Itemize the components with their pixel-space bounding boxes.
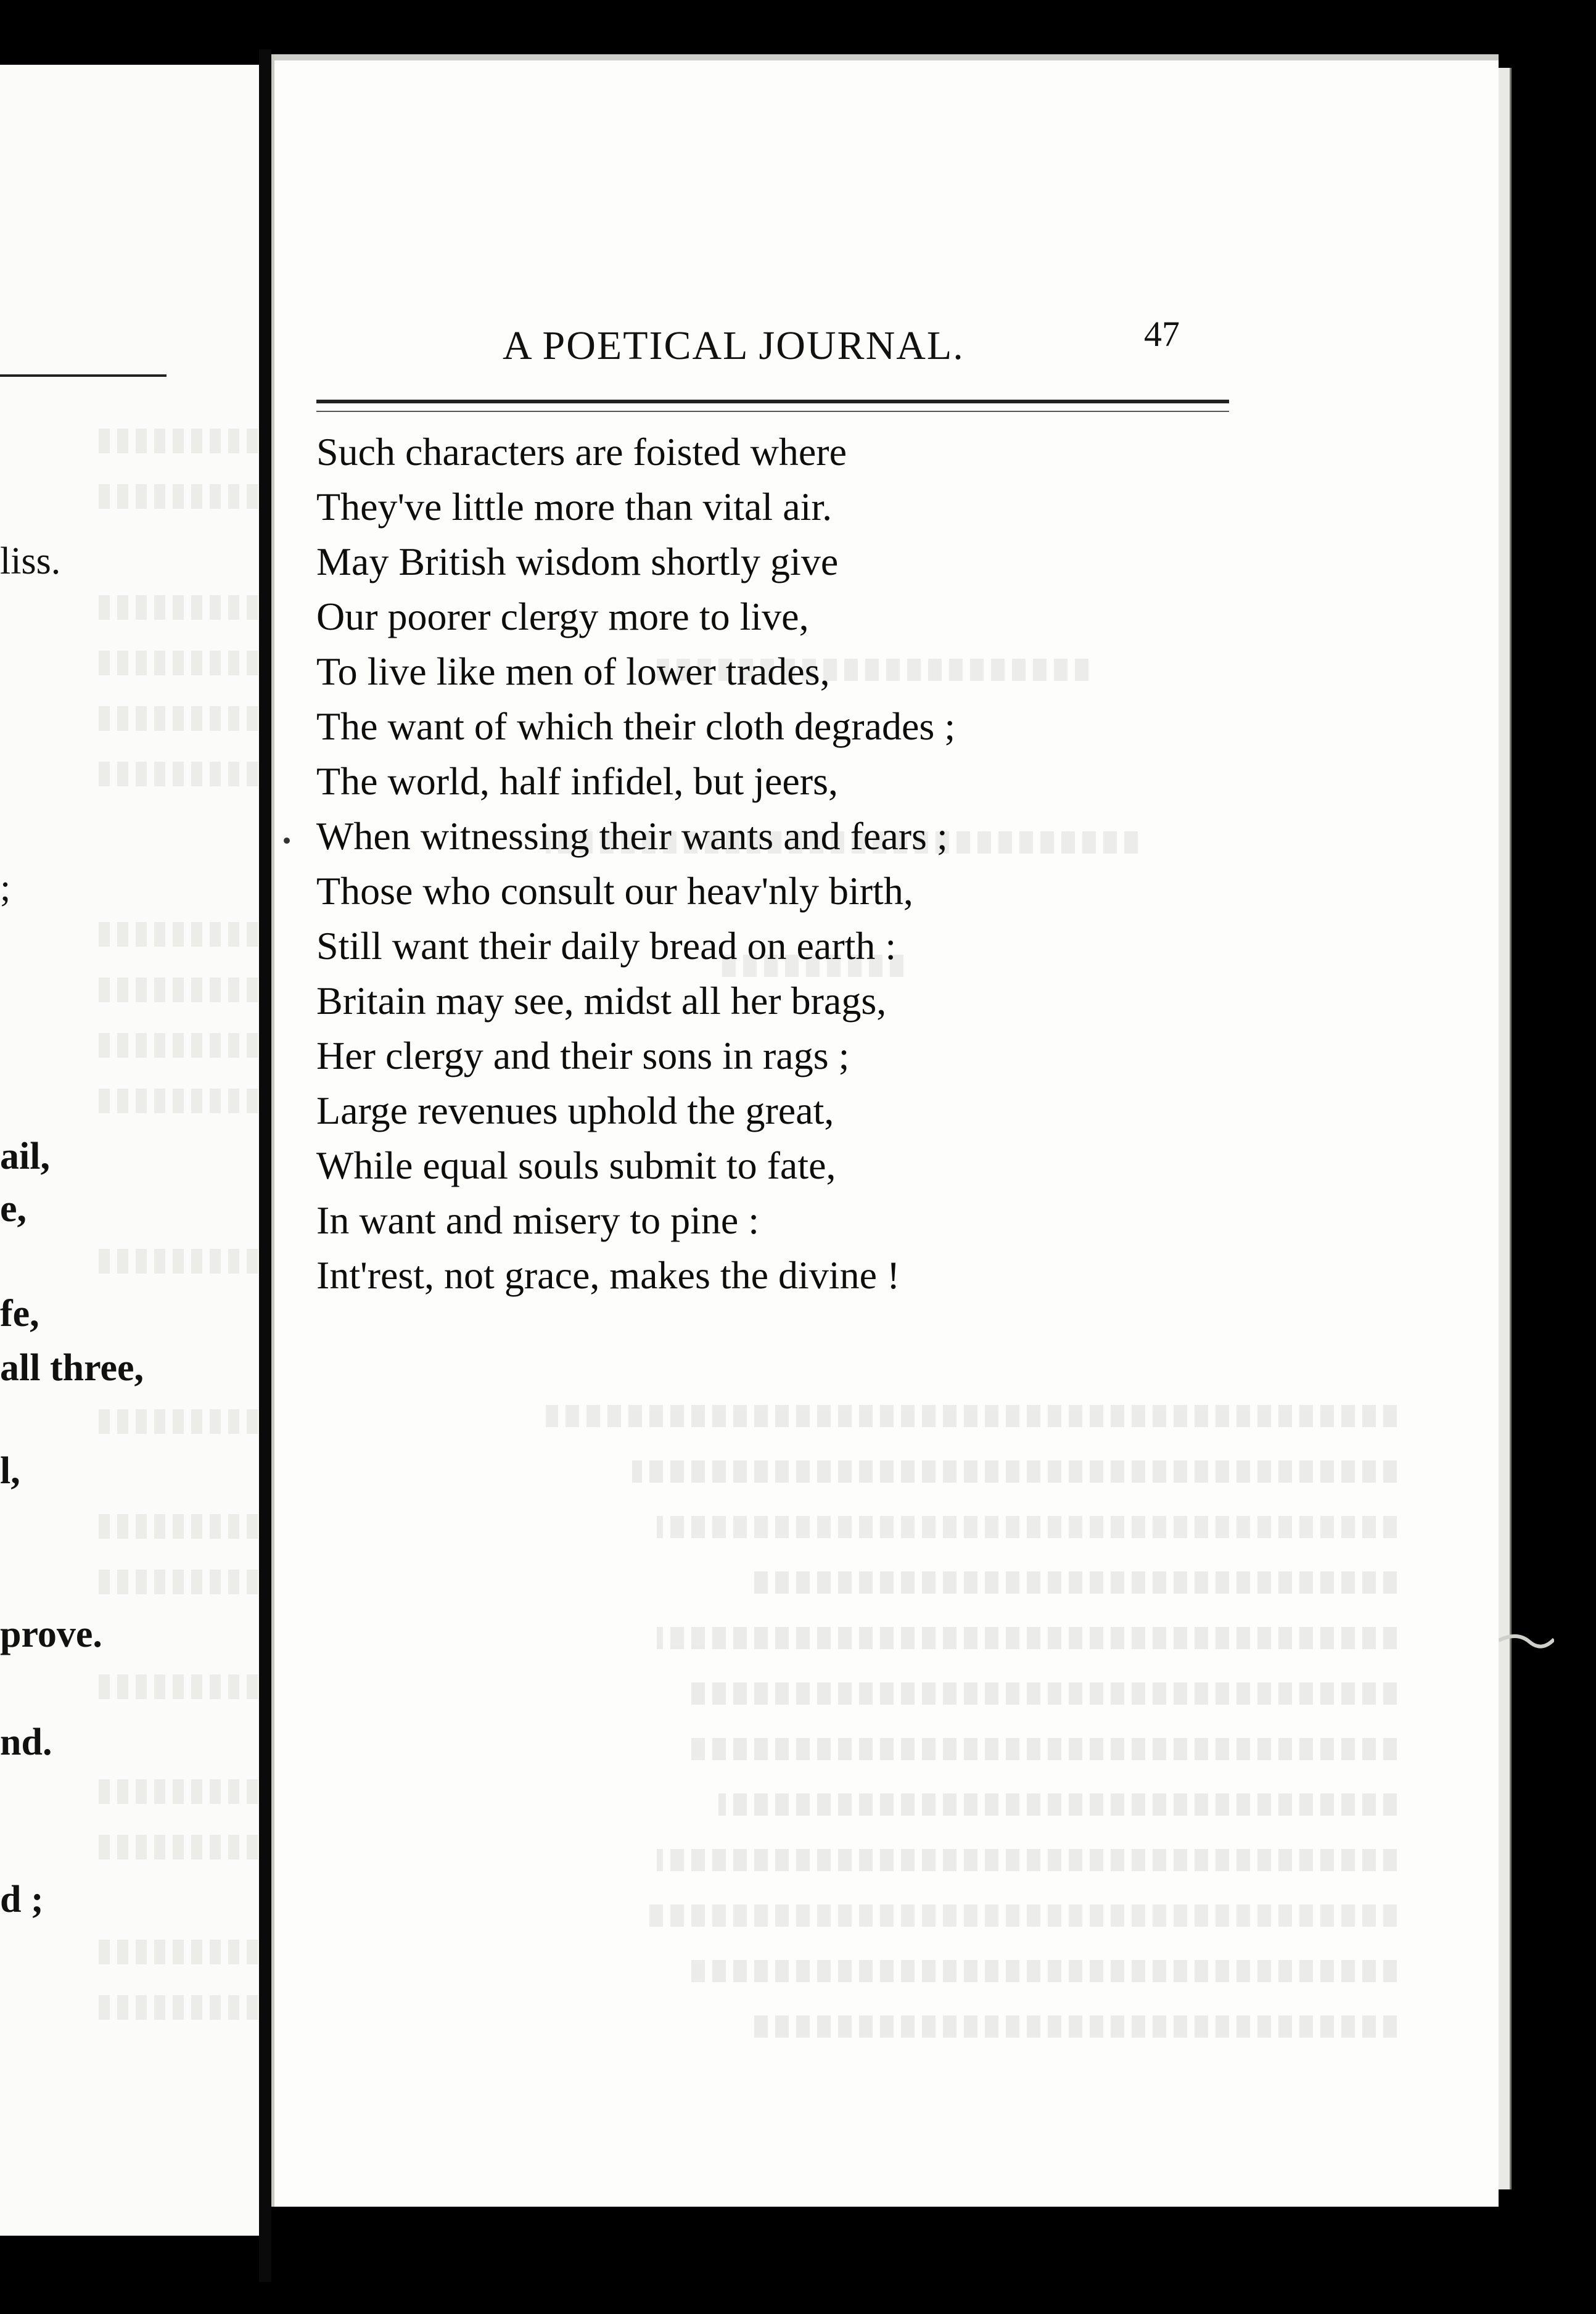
page-number: 47 bbox=[1144, 314, 1180, 354]
poem-line: Such characters are foisted where bbox=[316, 430, 847, 474]
main-page bbox=[271, 54, 1499, 2207]
left-show-through bbox=[99, 1089, 259, 1113]
poem-line: May British wisdom shortly give bbox=[316, 540, 839, 583]
poem-line: Britain may see, midst all her brags, bbox=[316, 979, 887, 1023]
poem-line: The world, half infidel, but jeers, bbox=[316, 759, 838, 803]
left-fragment: l, bbox=[0, 1450, 20, 1492]
left-fragment: all three, bbox=[0, 1347, 144, 1389]
book-gutter bbox=[259, 49, 271, 2282]
left-show-through bbox=[99, 595, 259, 620]
poem-line: Int'rest, not grace, makes the divine ! bbox=[316, 1253, 900, 1297]
header-rule bbox=[316, 400, 1229, 403]
page-tear-mark bbox=[1499, 1628, 1554, 1653]
poem-line: When witnessing their wants and fears ; bbox=[316, 814, 948, 858]
left-show-through bbox=[99, 1835, 259, 1859]
left-fragment: ail, bbox=[0, 1135, 50, 1177]
left-fragment: prove. bbox=[0, 1613, 102, 1655]
left-show-through bbox=[99, 1409, 259, 1434]
running-head: A POETICAL JOURNAL. bbox=[503, 323, 965, 368]
left-show-through bbox=[99, 978, 259, 1002]
poem-line: Still want their daily bread on earth : bbox=[316, 924, 897, 968]
left-show-through bbox=[99, 429, 259, 453]
left-show-through bbox=[99, 706, 259, 731]
poem-text bbox=[316, 424, 955, 1303]
left-show-through bbox=[99, 1674, 259, 1699]
left-show-through bbox=[99, 1779, 259, 1804]
poem-line: Those who consult our heav'nly birth, bbox=[316, 869, 913, 913]
poem-line: Large revenues uphold the great, bbox=[316, 1089, 834, 1132]
poem-line: Her clergy and their sons in rags ; bbox=[316, 1034, 850, 1077]
poem-line: Our poorer clergy more to live, bbox=[316, 595, 809, 638]
left-show-through bbox=[99, 922, 259, 947]
margin-mark bbox=[284, 838, 290, 844]
left-show-through bbox=[99, 1995, 259, 2020]
left-fragment: nd. bbox=[0, 1721, 52, 1763]
left-show-through bbox=[99, 484, 259, 509]
poem-line: The want of which their cloth degrades ; bbox=[316, 704, 956, 748]
page-fore-edge bbox=[1499, 68, 1512, 2189]
left-fragment: fe, bbox=[0, 1293, 39, 1335]
left-show-through bbox=[99, 1033, 259, 1058]
left-show-through bbox=[99, 1570, 259, 1594]
left-fragment: liss. bbox=[0, 540, 61, 582]
left-show-through bbox=[99, 1249, 259, 1274]
left-page-rule bbox=[0, 374, 167, 377]
header-rule-thin bbox=[316, 411, 1229, 412]
left-show-through bbox=[99, 1514, 259, 1539]
poem-line: They've little more than vital air. bbox=[316, 485, 833, 529]
left-show-through bbox=[99, 651, 259, 675]
left-fragment: d ; bbox=[0, 1879, 44, 1921]
left-fragment: ; bbox=[0, 867, 11, 909]
left-show-through bbox=[99, 762, 259, 786]
left-fragment: e, bbox=[0, 1188, 27, 1230]
poem-line: To live like men of lower trades, bbox=[316, 649, 830, 693]
poem-line: In want and misery to pine : bbox=[316, 1198, 760, 1242]
left-show-through bbox=[99, 1940, 259, 1964]
page-top-edge bbox=[274, 54, 1499, 60]
left-page bbox=[0, 65, 261, 2236]
poem-line: While equal souls submit to fate, bbox=[316, 1143, 836, 1187]
